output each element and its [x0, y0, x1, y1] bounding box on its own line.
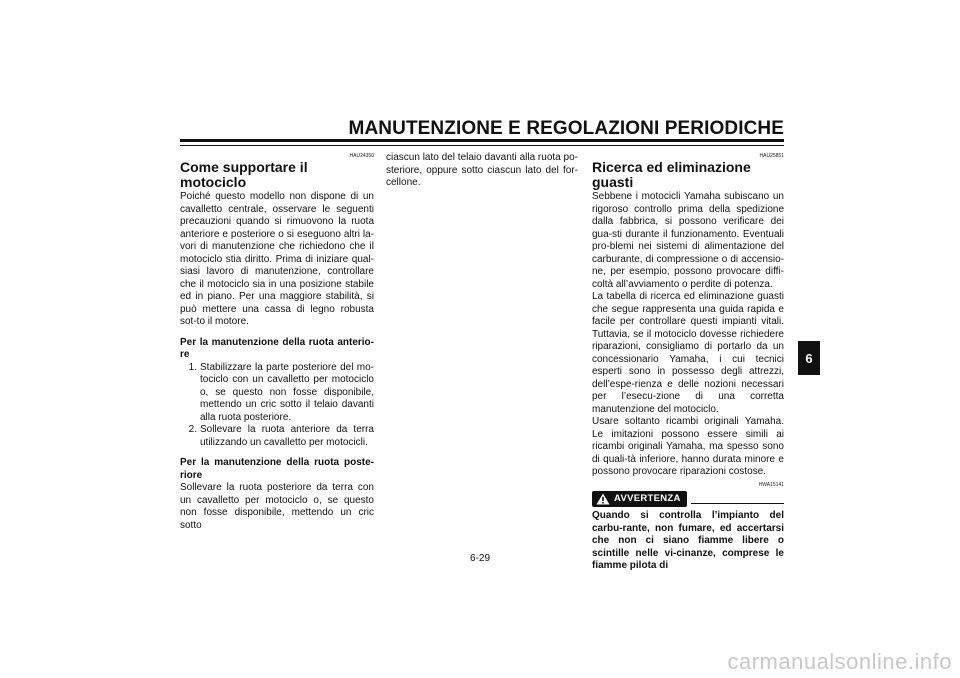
paragraph: Sebbene i motocicli Yamaha subiscano un rigoroso controllo prima della spedizione dalla fabbrica, si possono verificare dei gua-sti durante il funzionamento. Eventuali pro-blemi nei sistemi di alimentazione del carburante, di compressione o di accensio-ne, per esempio, possono provocare diffi-coltà all’avviamento o perdite di potenza.	[592, 191, 784, 290]
left-column	[180, 154, 374, 532]
watermark: carmanualsonline.info	[727, 649, 952, 674]
steps-list	[180, 362, 374, 450]
step-text: Sollevare la ruota anteriore da terra utilizzando un cavalletto per motocicli.	[200, 424, 374, 448]
section-code: HAU24350	[349, 153, 374, 159]
chapter-tab: 6	[798, 341, 820, 375]
warning-badge	[592, 491, 687, 508]
continued-paragraph: ciascun lato del telaio davanti alla ruota po-steriore, oppure sotto ciascun lato del for-cellone.	[386, 152, 578, 188]
front-wheel-heading: Per la manutenzione della ruota anterio-re	[180, 336, 374, 360]
rear-wheel-heading: Per la manutenzione della ruota poste-riore	[180, 457, 374, 481]
step-number: 2.	[188, 424, 197, 435]
header-rule-thick	[180, 139, 784, 142]
warning-header	[592, 491, 784, 508]
intro-paragraph: Poiché questo modello non dispone di un cavalletto centrale, osservare le seguenti precauzioni quando si rimuovono la ruota anteriore e posteriore o si eseguono altri la-vori di manutenzione che richiedono che il motociclo stia diritto. Prima di iniziare qual-siasi lavoro di manutenzione, controllare che il motociclo sia in una posizione stabile ed in piano. Per una maggiore stabilità, si può mettere una cassa di legno robusta sot-to il motore.	[180, 191, 374, 327]
section-title: Come supportare il motociclo	[180, 159, 308, 190]
step-text: Stabilizzare la parte posteriore del mo-tociclo con un cavalletto per motociclo o, se questo non fosse disponibile, mettendo un cric sotto il telaio davanti alla ruota posteriore.	[200, 361, 374, 423]
rear-wheel-paragraph: Sollevare la ruota posteriore da terra con un cavalletto per motociclo o, se questo non fosse disponibile, mettendo un cric sotto	[180, 482, 374, 531]
section-code: HAU25851	[759, 153, 784, 159]
paragraph: La tabella di ricerca ed eliminazione guasti che segue rappresenta una guida rapida e facile per controllare questi impianti vitali. Tuttavia, se il motociclo dovesse richiedere riparazioni, consigliamo di portarlo da un concessionario Yamaha, i cui tecnici esperti sono in possesso degli attrezzi, dell’espe-rienza e delle nozioni necessari per l’esecu-zione di una corretta manutenzione del motociclo.	[592, 291, 784, 415]
warning-rule	[691, 503, 784, 504]
page-number: 6-29	[469, 553, 490, 564]
warning-label: AVVERTENZA	[614, 492, 681, 504]
section-title: Ricerca ed eliminazione guasti	[592, 159, 751, 190]
header-rule-thin	[180, 145, 784, 146]
right-column	[592, 154, 784, 573]
step-number: 1.	[188, 361, 197, 373]
page-header-title: MANUTENZIONE E REGOLAZIONI PERIODICHE	[348, 118, 784, 139]
list-item	[180, 424, 374, 449]
middle-column	[386, 152, 578, 190]
warning-triangle-icon	[596, 493, 610, 505]
paragraph: Usare soltanto ricambi originali Yamaha. Le imitazioni possono essere simili ai ricambi originali Yamaha, ma spesso sono di quali-tà inferiore, hanno durata minore e possono provocare riparazioni costose.	[592, 416, 784, 477]
list-item	[180, 362, 374, 425]
warning-text: Quando si controlla l’impianto del carbu-rante, non fumare, ed accertarsi che non ci siano fiamme libere o scintille nelle vi-cinanze, comprese le fiamme pilota di	[592, 510, 784, 571]
warning-code: HWA15141	[758, 481, 784, 488]
